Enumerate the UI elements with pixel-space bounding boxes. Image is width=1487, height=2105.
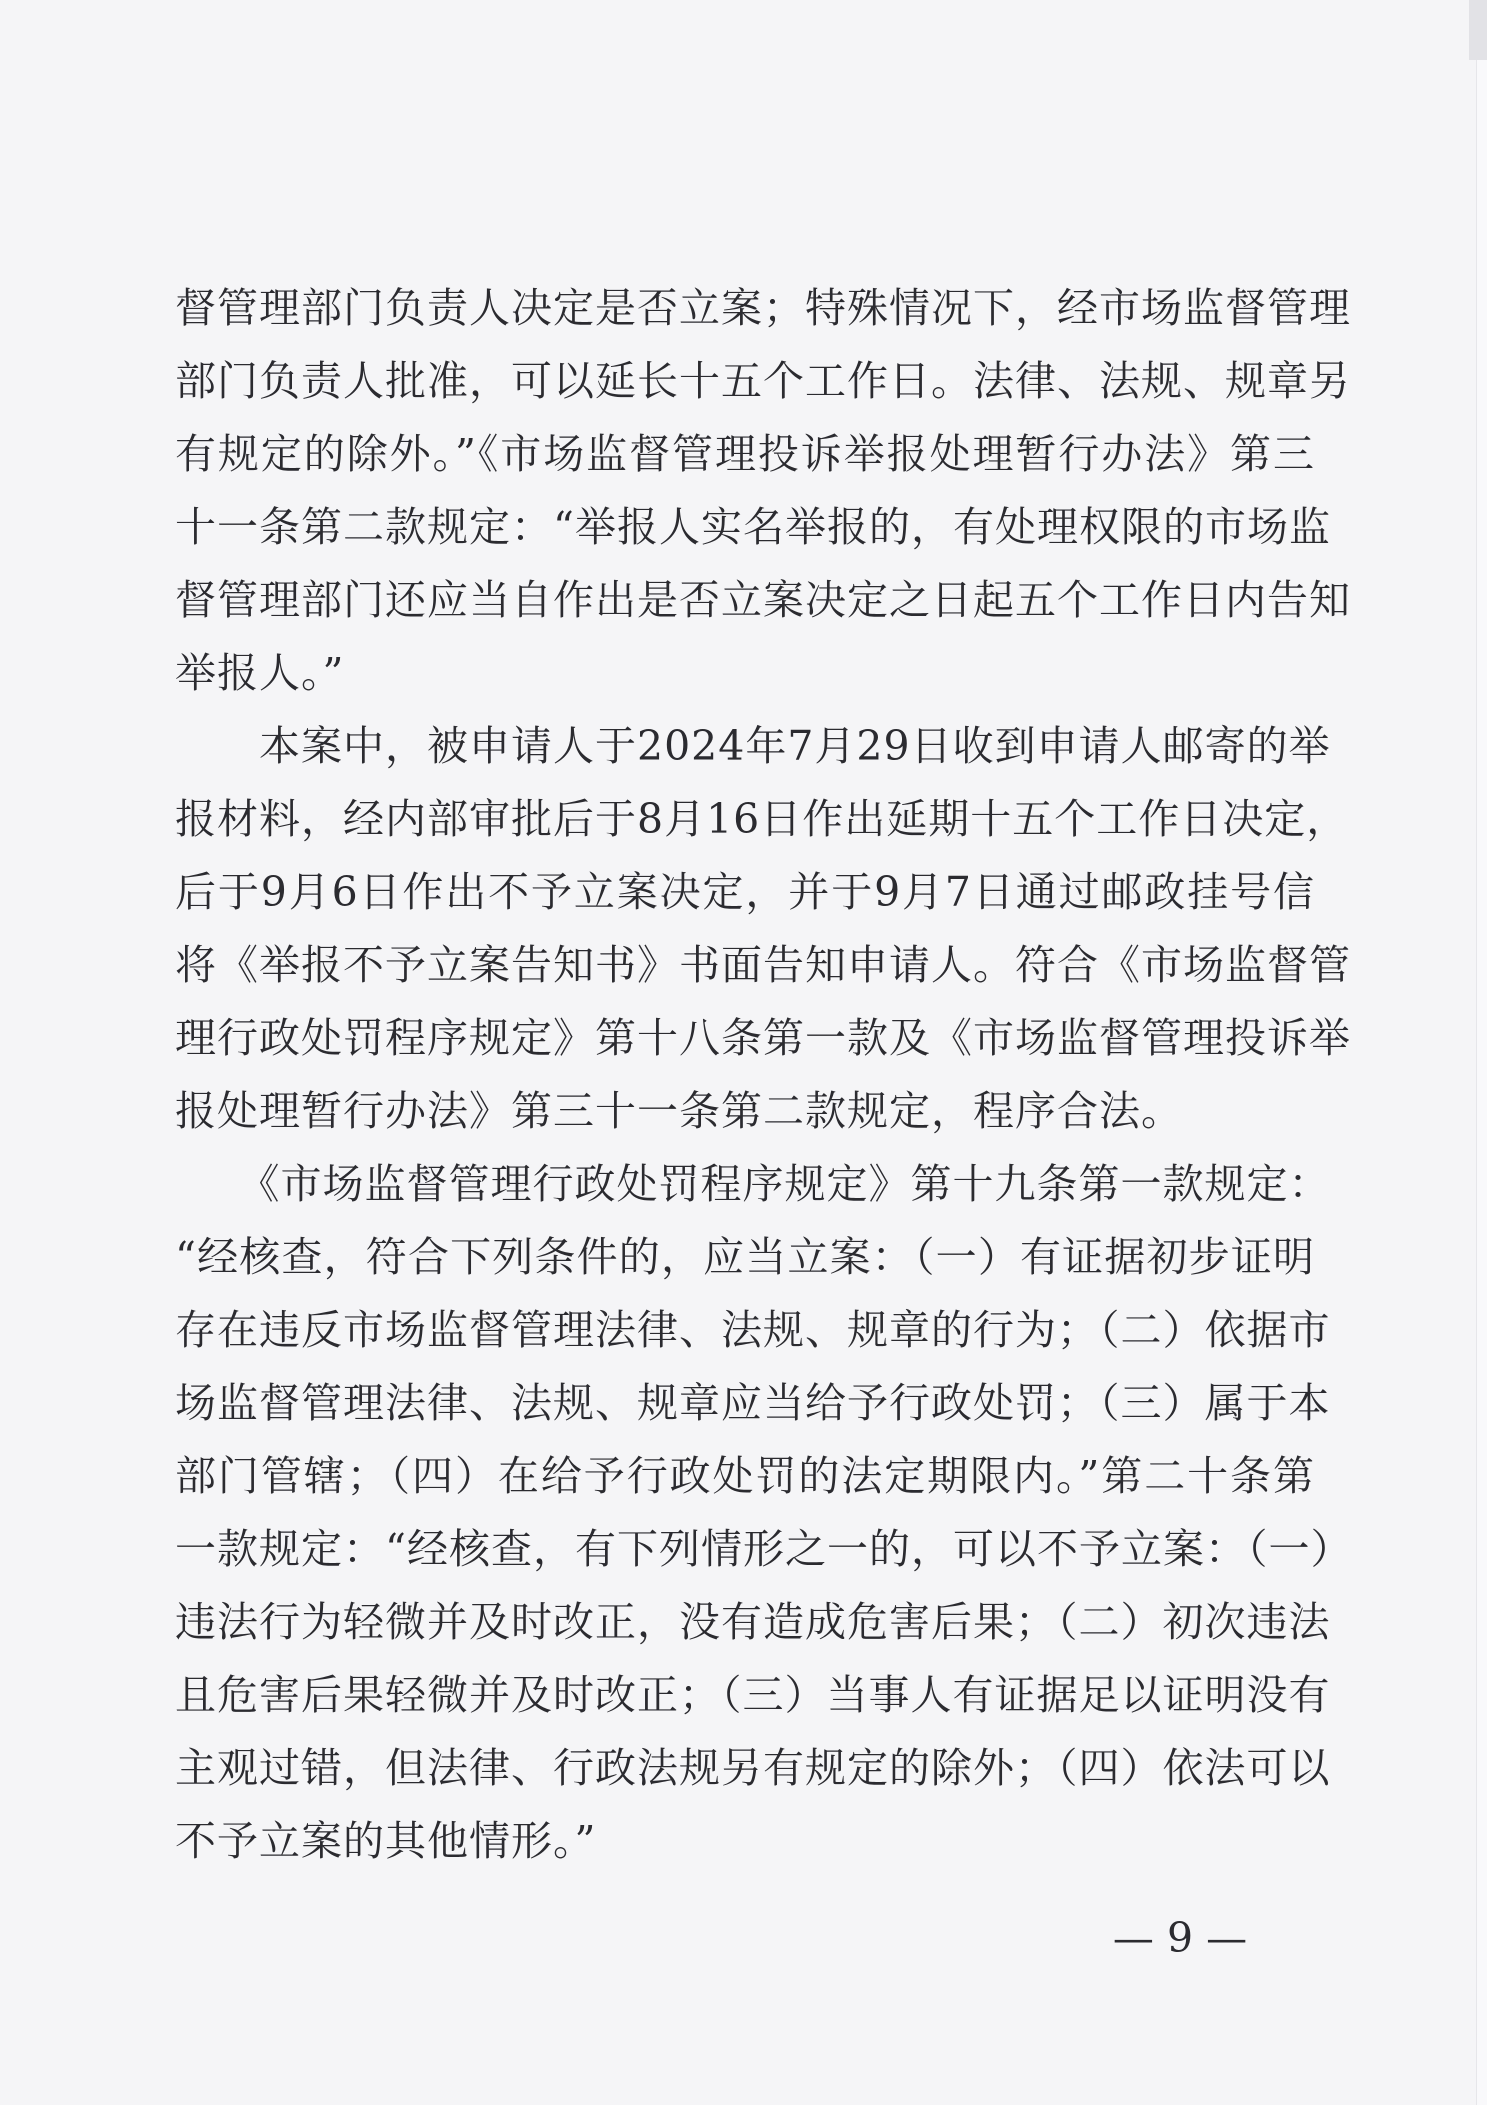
text-line: 不予立案的其他情形。” (175, 1817, 597, 1865)
text-line: 有规定的除外。”《市场监督管理投诉举报处理暂行办法》第三 (175, 430, 1315, 478)
text-line: 督管理部门还应当自作出是否立案决定之日起五个工作日内告知 (175, 576, 1351, 624)
text-line: 十一条第二款规定：“举报人实名举报的，有处理权限的市场监 (175, 503, 1331, 551)
body-text (175, 272, 1353, 1878)
text-line: 举报人。” (175, 649, 345, 697)
text-line: 一款规定：“经核查，有下列情形之一的，可以不予立案：（一） (175, 1525, 1353, 1573)
scan-corner-mark (1469, 0, 1487, 60)
text-line: 违法行为轻微并及时改正，没有造成危害后果；（二）初次违法 (175, 1598, 1331, 1646)
text-line: 报材料，经内部审批后于8月16日作出延期十五个工作日决定， (175, 795, 1349, 843)
text-line: 本案中，被申请人于2024年7月29日收到申请人邮寄的举 (175, 722, 1331, 770)
text-line: 部门管辖；（四）在给予行政处罚的法定期限内。”第二十条第 (175, 1452, 1315, 1500)
text-line: 理行政处罚程序规定》第十八条第一款及《市场监督管理投诉举 (175, 1014, 1351, 1062)
text-line: 主观过错，但法律、行政法规另有规定的除外；（四）依法可以 (175, 1744, 1331, 1792)
text-line: 督管理部门负责人决定是否立案；特殊情况下，经市场监督管理 (175, 284, 1351, 332)
text-line: “经核查，符合下列条件的，应当立案：（一）有证据初步证明 (175, 1233, 1315, 1281)
scan-edge (1476, 0, 1487, 2105)
text-line: 《市场监督管理行政处罚程序规定》第十九条第一款规定： (175, 1160, 1331, 1208)
text-line: 部门负责人批准，可以延长十五个工作日。法律、法规、规章另 (175, 357, 1351, 405)
text-line: 存在违反市场监督管理法律、法规、规章的行为；（二）依据市 (175, 1306, 1331, 1354)
text-line: 场监督管理法律、法规、规章应当给予行政处罚；（三）属于本 (175, 1379, 1331, 1427)
text-line: 后于9月6日作出不予立案决定，并于9月7日通过邮政挂号信 (175, 868, 1315, 916)
page-number: — 9 — (1112, 1914, 1248, 1962)
text-line: 且危害后果轻微并及时改正；（三）当事人有证据足以证明没有 (175, 1671, 1331, 1719)
text-line: 将《举报不予立案告知书》书面告知申请人。符合《市场监督管 (175, 941, 1351, 989)
text-line: 报处理暂行办法》第三十一条第二款规定，程序合法。 (175, 1087, 1183, 1135)
